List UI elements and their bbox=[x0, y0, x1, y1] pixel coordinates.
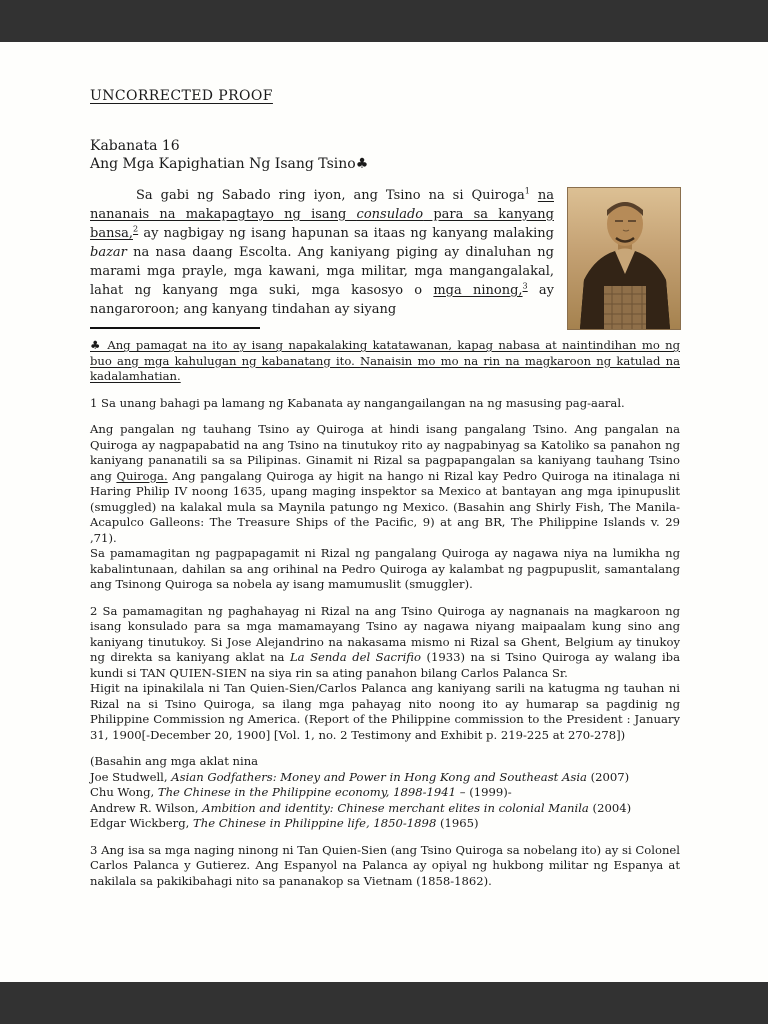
reading-list-item-1: Joe Studwell, Asian Godfathers: Money and Power in Hong Kong and Southeast Asia (2007) bbox=[90, 769, 630, 784]
portrait-photo bbox=[568, 188, 680, 329]
chapter-heading bbox=[90, 138, 680, 173]
reading-list-item-2: Chu Wong, The Chinese in the Philippine economy, 1898-1941 – (1999)- bbox=[90, 785, 512, 799]
proof-label: UNCORRECTED PROOF bbox=[90, 88, 273, 104]
chapter-number: Kabanata 16 bbox=[90, 138, 180, 154]
footnote-club: ♣ Ang pamagat na ito ay isang napakalaking katatawanan, kapag nabasa at naintindihan mo ng buo ang mga kahulugan ng kabanatang ito. Nanaisin mo mo na rin na magkaroon ng katulad na kadalamhatian. bbox=[90, 338, 680, 383]
chapter-title: Ang Mga Kapighatian Ng Isang Tsino♣ bbox=[90, 155, 369, 172]
body-paragraph: Sa gabi ng Sabado ring iyon, ang Tsino na si Quiroga$^1$ na nananais na makapagtayo ng isang consulado para sa kanyang bansa,$^2$ ay nagbigay ng isang hapunan sa itaas ng kanyang malaking bazar na nasa daang Escolta. Ang kaniyang piging ay dinaluhan ng marami mga prayle, mga kawani, mga militar, mga mangangalakal, lahat ng kanyang mga suki, mga kasosyo o mga ninong,$^3$ ay nangaroroon; ang kanyang tindahan ay siyang bbox=[90, 186, 554, 317]
footnote-1: 1 Sa unang bahagi pa lamang ng Kabanata ay nangangailangan na ng masusing pag-aaral. bbox=[90, 395, 625, 410]
footnote-3: 3 Ang isa sa mga naging ninong ni Tan Quien-Sien (ang Tsino Quiroga sa nobelang ito) ay si Colonel Carlos Palanca y Gutierez. Ang Espanyol na Palanca ay opiyal ng hukbong militar ng Espanya at nakilala sa pakikibahagi nito sa pananakop sa Vietnam (1858-1862). bbox=[90, 842, 680, 888]
footnote-1-quiroga: Ang pangalan ng tauhang Tsino ay Quiroga at hindi isang pangalang Tsino. Ang pangalan na Quiroga ay nagpapabatid na ang Tsino na tinutukoy rito ay nagpabinyag sa Katoliko sa panahon ng kaniyang pananatili sa sa Pilipinas. Ginamit ni Rizal sa pagpapangalan sa kaniyang tauhang Tsino ang Quiroga. Ang pangalang Quiroga ay higit na hango ni Rizal kay Pedro Quiroga na itinalaga ni Haring Philip IV noong 1635, upang maging inspektor sa Mexico at bantayan ang mga ipinupuslit (smuggled) na kalakal mula sa Maynila patungo ng Mexico. (Basahin ang Shirly Fish, The Manila-Acapulco Galleons: The Treasure Ships of the Pacific, 9) at ang BR, The Philippine Islands v. 29 ,71). bbox=[90, 422, 680, 545]
reading-list-item-3: Andrew R. Wilson, Ambition and identity: Chinese merchant elites in colonial Manila (2004) bbox=[90, 800, 632, 815]
footnote-2-palanca: Higit na ipinakilala ni Tan Quien-Sien/Carlos Palanca ang kaniyang sarili na katugma ng tauhan ni Rizal na si Tsino Quiroga, sa ilang mga pahayag nito noong ito ay humarap sa pagdinig ng Philippine Commission ng America. (Report of the Philippine commission to the President : January 31, 1900[-December 20, 1900] [Vol. 1, no. 2 Testimony and Exhibit p. 219-225 at 270-278]) bbox=[90, 681, 680, 742]
portrait-photo-image bbox=[568, 188, 680, 329]
footnote-separator bbox=[90, 327, 260, 329]
reading-list-header: (Basahin ang mga aklat nina bbox=[90, 754, 259, 768]
footnotes-section bbox=[90, 338, 680, 889]
opening-paragraph-block bbox=[90, 186, 680, 319]
reading-list-item-4: Edgar Wickberg, The Chinese in Philippine life, 1850-1898 (1965) bbox=[90, 816, 479, 830]
footnote-1-irony: Sa pamamagitan ng pagpapagamit ni Rizal ng pangalang Quiroga ay nagawa niya na lumikha ng kabalintunaan, dahilan sa ang orihinal na Pedro Quiroga ay kalambat ng pagpupuslit, samantalang ang Tsinong Quiroga sa nobela ay isang mamumuslit (smuggler). bbox=[90, 546, 680, 591]
document-page bbox=[0, 42, 768, 982]
footnote-2: 2 Sa pamamagitan ng paghahayag ni Rizal na ang Tsino Quiroga ay nagnanais na magkaroon ng isang konsulado para sa mga mamamayang Tsino ay nagawa niyang maipaalam kung sino ang kaniyang tinutukoy. Si Jose Alejandrino na nakasama mismo ni Rizal sa Ghent, Belgium ay tinukoy ng direkta sa kaniyang aklat na La Senda del Sacrifio (1933) na si Tsino Quiroga ay walang iba kundi si TAN QUIEN-SIEN na siya rin sa ating panahon bilang Carlos Palanca Sr. bbox=[90, 603, 680, 680]
